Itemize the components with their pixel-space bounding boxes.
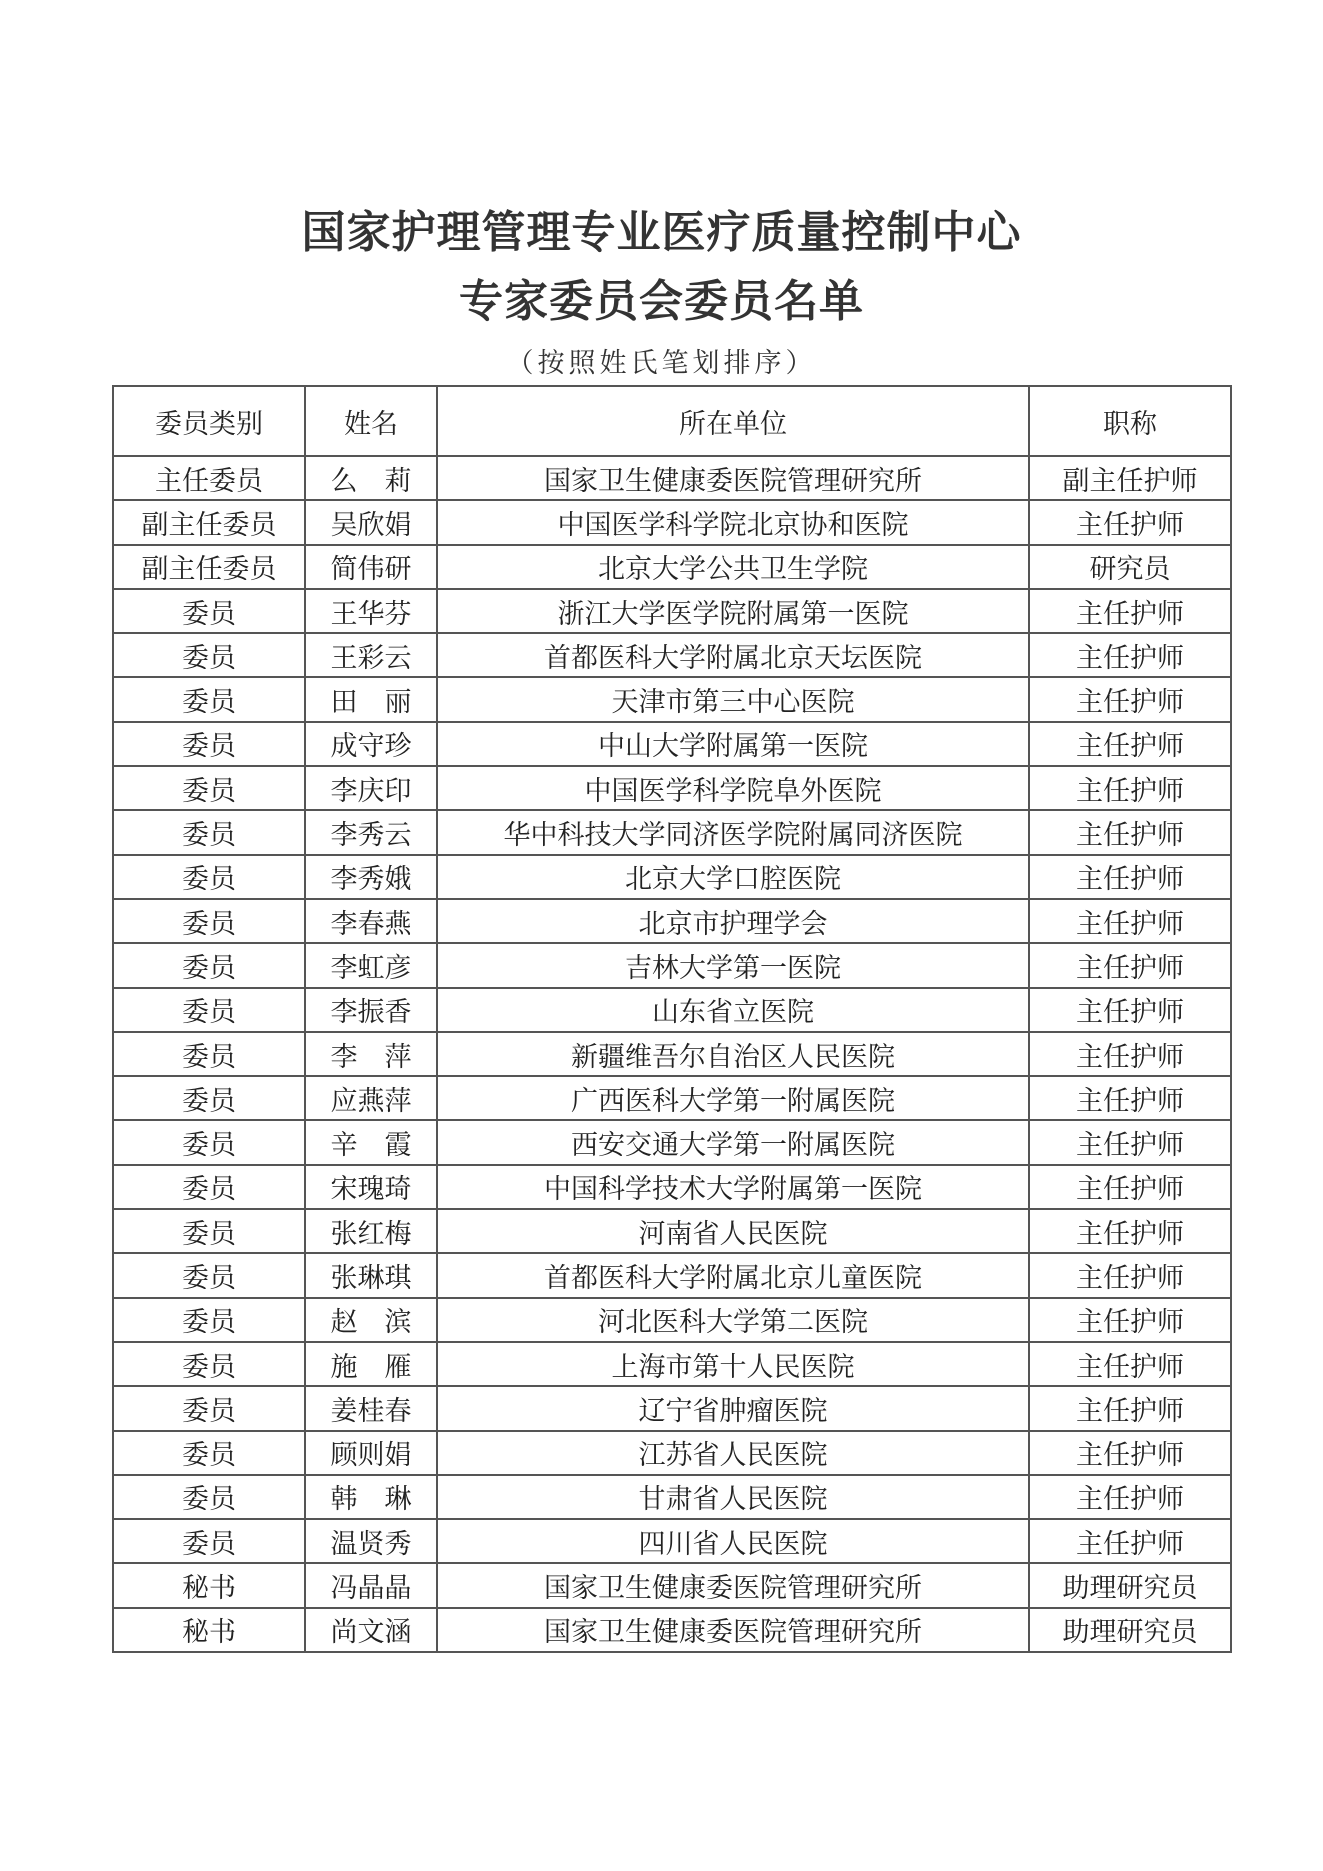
member-name: 么 莉 [305, 456, 437, 500]
member-organization: 上海市第十人民医院 [437, 1342, 1029, 1386]
member-organization: 北京大学公共卫生学院 [437, 545, 1029, 589]
table-row [113, 899, 1231, 943]
member-title: 主任护师 [1029, 1076, 1231, 1120]
member-organization: 新疆维吾尔自治区人民医院 [437, 1032, 1029, 1076]
member-category: 委员 [113, 1519, 305, 1563]
table-row [113, 1076, 1231, 1120]
member-title: 主任护师 [1029, 899, 1231, 943]
member-organization: 中山大学附属第一医院 [437, 722, 1029, 766]
table-row [113, 1519, 1231, 1563]
member-name: 李 萍 [305, 1032, 437, 1076]
member-name: 温贤秀 [305, 1519, 437, 1563]
member-name: 李庆印 [305, 766, 437, 810]
member-category: 委员 [113, 1386, 305, 1430]
member-organization: 广西医科大学第一附属医院 [437, 1076, 1029, 1120]
member-name: 应燕萍 [305, 1076, 437, 1120]
table-row [113, 1032, 1231, 1076]
member-organization: 华中科技大学同济医学院附属同济医院 [437, 810, 1029, 854]
table-row [113, 1120, 1231, 1164]
member-organization: 中国医学科学院北京协和医院 [437, 500, 1029, 544]
member-category: 主任委员 [113, 456, 305, 500]
member-organization: 国家卫生健康委医院管理研究所 [437, 1563, 1029, 1607]
table-row [113, 456, 1231, 500]
member-category: 委员 [113, 810, 305, 854]
member-category: 委员 [113, 1032, 305, 1076]
member-title: 主任护师 [1029, 1032, 1231, 1076]
header-organization: 所在单位 [437, 386, 1029, 456]
member-category: 副主任委员 [113, 500, 305, 544]
table-header-row [113, 386, 1231, 456]
member-name: 顾则娟 [305, 1431, 437, 1475]
header-name: 姓名 [305, 386, 437, 456]
table-row [113, 766, 1231, 810]
table-row [113, 810, 1231, 854]
member-category: 委员 [113, 589, 305, 633]
member-title: 副主任护师 [1029, 456, 1231, 500]
table-row [113, 1431, 1231, 1475]
table-row [113, 633, 1231, 677]
header-category: 委员类别 [113, 386, 305, 456]
committee-member-table [112, 385, 1232, 1653]
member-name: 李振香 [305, 988, 437, 1032]
member-title: 主任护师 [1029, 1475, 1231, 1519]
member-title: 研究员 [1029, 545, 1231, 589]
member-category: 委员 [113, 633, 305, 677]
table-row [113, 1386, 1231, 1430]
member-name: 王彩云 [305, 633, 437, 677]
table-row [113, 988, 1231, 1032]
member-organization: 首都医科大学附属北京儿童医院 [437, 1253, 1029, 1297]
member-name: 宋瑰琦 [305, 1165, 437, 1209]
member-organization: 四川省人民医院 [437, 1519, 1029, 1563]
member-title: 助理研究员 [1029, 1563, 1231, 1607]
member-category: 委员 [113, 988, 305, 1032]
member-organization: 江苏省人民医院 [437, 1431, 1029, 1475]
member-title: 主任护师 [1029, 1165, 1231, 1209]
member-organization: 浙江大学医学院附属第一医院 [437, 589, 1029, 633]
member-name: 李秀云 [305, 810, 437, 854]
table-row [113, 1342, 1231, 1386]
member-category: 副主任委员 [113, 545, 305, 589]
table-row [113, 589, 1231, 633]
member-category: 委员 [113, 1209, 305, 1253]
member-title: 主任护师 [1029, 633, 1231, 677]
member-name: 吴欣娟 [305, 500, 437, 544]
member-category: 委员 [113, 1253, 305, 1297]
member-category: 秘书 [113, 1563, 305, 1607]
table-row [113, 1475, 1231, 1519]
member-name: 成守珍 [305, 722, 437, 766]
member-name: 王华芬 [305, 589, 437, 633]
member-title: 主任护师 [1029, 766, 1231, 810]
member-category: 委员 [113, 1165, 305, 1209]
table-row [113, 1298, 1231, 1342]
member-title: 主任护师 [1029, 988, 1231, 1032]
member-name: 李虹彦 [305, 943, 437, 987]
member-name: 韩 琳 [305, 1475, 437, 1519]
member-organization: 中国科学技术大学附属第一医院 [437, 1165, 1029, 1209]
member-name: 冯晶晶 [305, 1563, 437, 1607]
member-title: 主任护师 [1029, 589, 1231, 633]
member-organization: 河南省人民医院 [437, 1209, 1029, 1253]
member-category: 委员 [113, 722, 305, 766]
member-category: 委员 [113, 1298, 305, 1342]
table-row [113, 855, 1231, 899]
member-category: 委员 [113, 1431, 305, 1475]
table-row [113, 722, 1231, 766]
member-category: 委员 [113, 943, 305, 987]
member-name: 施 雁 [305, 1342, 437, 1386]
member-name: 李春燕 [305, 899, 437, 943]
table-row [113, 500, 1231, 544]
member-name: 张琳琪 [305, 1253, 437, 1297]
member-category: 秘书 [113, 1608, 305, 1652]
member-organization: 山东省立医院 [437, 988, 1029, 1032]
member-category: 委员 [113, 1342, 305, 1386]
member-title: 主任护师 [1029, 810, 1231, 854]
member-title: 助理研究员 [1029, 1608, 1231, 1652]
member-name: 尚文涵 [305, 1608, 437, 1652]
member-category: 委员 [113, 1120, 305, 1164]
member-name: 田 丽 [305, 677, 437, 721]
member-organization: 吉林大学第一医院 [437, 943, 1029, 987]
member-name: 赵 滨 [305, 1298, 437, 1342]
sort-note: （按照姓氏笔划排序） [506, 348, 817, 379]
member-name: 辛 霞 [305, 1120, 437, 1164]
table-body [113, 456, 1231, 1652]
member-title: 主任护师 [1029, 1120, 1231, 1164]
member-title: 主任护师 [1029, 855, 1231, 899]
member-organization: 国家卫生健康委医院管理研究所 [437, 1608, 1029, 1652]
member-name: 李秀娥 [305, 855, 437, 899]
table-row [113, 1563, 1231, 1607]
member-organization: 西安交通大学第一附属医院 [437, 1120, 1029, 1164]
table-row [113, 545, 1231, 589]
member-title: 主任护师 [1029, 1342, 1231, 1386]
member-organization: 首都医科大学附属北京天坛医院 [437, 633, 1029, 677]
member-title: 主任护师 [1029, 1253, 1231, 1297]
member-title: 主任护师 [1029, 677, 1231, 721]
table-row [113, 1608, 1231, 1652]
member-category: 委员 [113, 677, 305, 721]
table-row [113, 1165, 1231, 1209]
member-category: 委员 [113, 1076, 305, 1120]
member-title: 主任护师 [1029, 722, 1231, 766]
table-row [113, 943, 1231, 987]
member-title: 主任护师 [1029, 1386, 1231, 1430]
member-organization: 北京大学口腔医院 [437, 855, 1029, 899]
member-name: 张红梅 [305, 1209, 437, 1253]
table-row [113, 1253, 1231, 1297]
member-organization: 中国医学科学院阜外医院 [437, 766, 1029, 810]
member-title: 主任护师 [1029, 500, 1231, 544]
member-organization: 河北医科大学第二医院 [437, 1298, 1029, 1342]
member-category: 委员 [113, 766, 305, 810]
member-category: 委员 [113, 855, 305, 899]
member-title: 主任护师 [1029, 1298, 1231, 1342]
member-name: 简伟研 [305, 545, 437, 589]
member-title: 主任护师 [1029, 943, 1231, 987]
member-name: 姜桂春 [305, 1386, 437, 1430]
member-title: 主任护师 [1029, 1431, 1231, 1475]
member-category: 委员 [113, 899, 305, 943]
table-row [113, 677, 1231, 721]
member-organization: 辽宁省肿瘤医院 [437, 1386, 1029, 1430]
member-category: 委员 [113, 1475, 305, 1519]
member-organization: 国家卫生健康委医院管理研究所 [437, 456, 1029, 500]
header-title: 职称 [1029, 386, 1231, 456]
member-title: 主任护师 [1029, 1519, 1231, 1563]
member-organization: 北京市护理学会 [437, 899, 1029, 943]
member-organization: 甘肃省人民医院 [437, 1475, 1029, 1519]
table-row [113, 1209, 1231, 1253]
document-title-line2: 专家委员会委员名单 [459, 276, 864, 327]
member-title: 主任护师 [1029, 1209, 1231, 1253]
document-title: 国家护理管理专业医疗质量控制中心 [301, 207, 1022, 258]
member-organization: 天津市第三中心医院 [437, 677, 1029, 721]
